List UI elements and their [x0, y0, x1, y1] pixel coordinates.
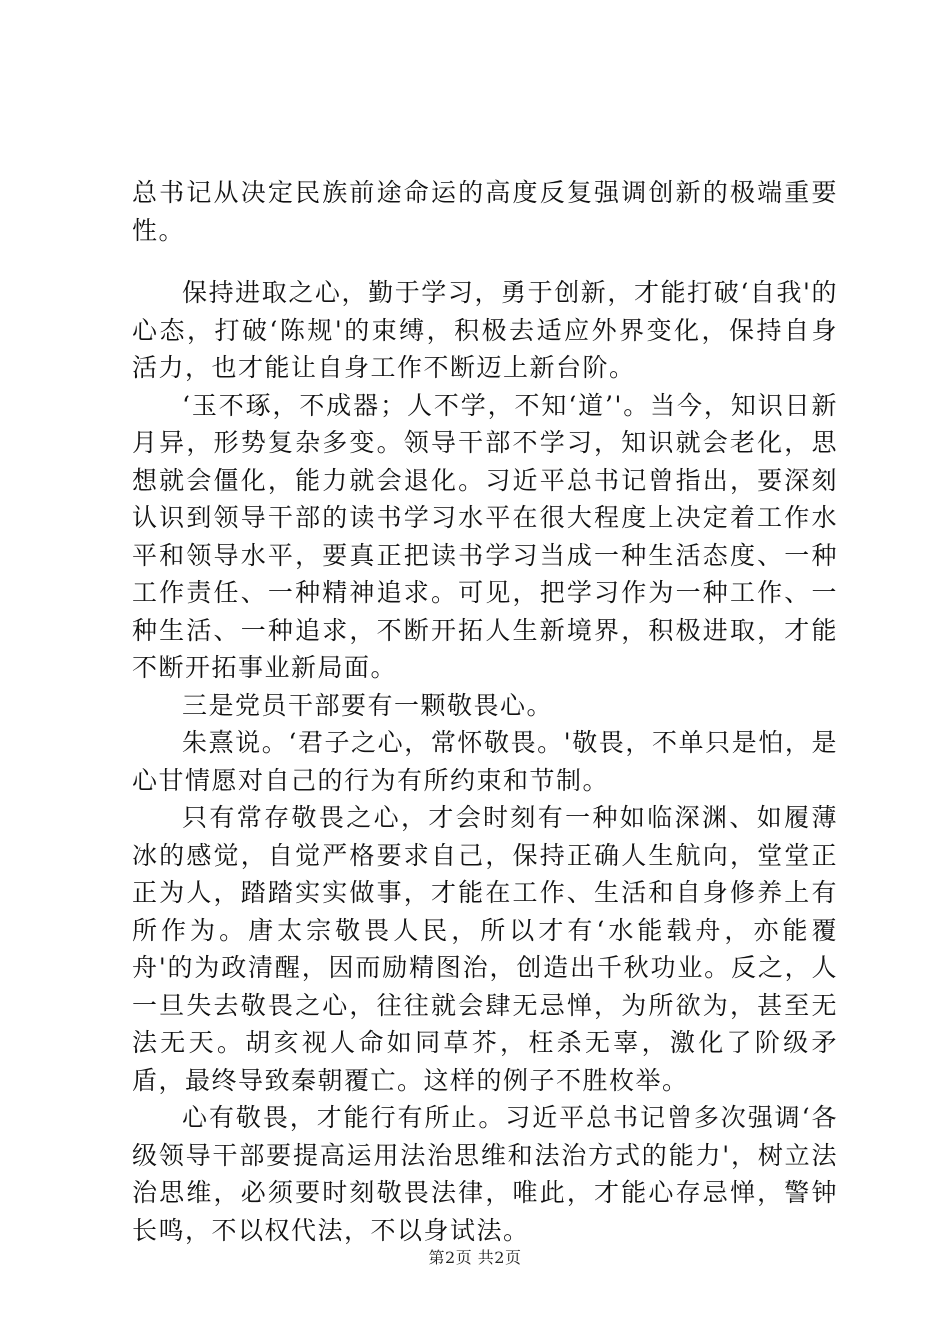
paragraph: 只有常存敬畏之心，才会时刻有一种如临深渊、如履薄冰的感觉，自觉严格要求自己，保持正确人生航向，堂堂正正为人，踏踏实实做事，才能在工作、生活和自身修养上有所作为。唐太宗敬畏人民，所以才有‘水能载舟，亦能覆舟'的为政清醒，因而励精图治，创造出千秋功业。反之，人一旦失去敬畏之心，往往就会肆无忌惮，为所欲为，甚至无法无天。胡亥视人命如同草芥，枉杀无辜，激化了阶级矛盾，最终导致秦朝覆亡。这样的例子不胜枚举。	[132, 803, 838, 1095]
section-heading: 三是党员干部要有一颗敬畏心。	[182, 690, 554, 720]
paragraph-continuation: 总书记从决定民族前途命运的高度反复强调创新的极端重要性。	[132, 178, 838, 245]
paragraph: ‘玉不琢，不成器；人不学，不知‘道’'。当今，知识日新月异，形势复杂多变。领导干部不学习，知识就会老化，思想就会僵化，能力就会退化。习近平总书记曾指出，要深刻认识到领导干部的读书学习水平在很大程度上决定着工作水平和领导水平，要真正把读书学习当成一种生活态度、一种工作责任、一种精神追求。可见，把学习作为一种工作、一种生活、一种追求，不断开拓人生新境界，积极进取，才能不断开拓事业新局面。	[132, 390, 838, 682]
paragraph: 心有敬畏，才能行有所止。习近平总书记曾多次强调‘各级领导干部要提高运用法治思维和法治方式的能力'，树立法治思维，必须要时刻敬畏法律，唯此，才能心存忌惮，警钟长鸣，不以权代法，不以身试法。	[132, 1103, 838, 1245]
page-number-footer: 第2页 共2页	[428, 1248, 522, 1267]
document-body	[132, 174, 838, 1249]
paragraph: 朱熹说。‘君子之心，常怀敬畏。'敬畏，不单只是怕，是心甘情愿对自己的行为有所约束和节制。	[132, 728, 838, 795]
paragraph: 保持进取之心，勤于学习，勇于创新，才能打破‘自我'的心态，打破‘陈规'的束缚，积极去适应外界变化，保持自身活力，也才能让自身工作不断迈上新台阶。	[132, 278, 838, 382]
